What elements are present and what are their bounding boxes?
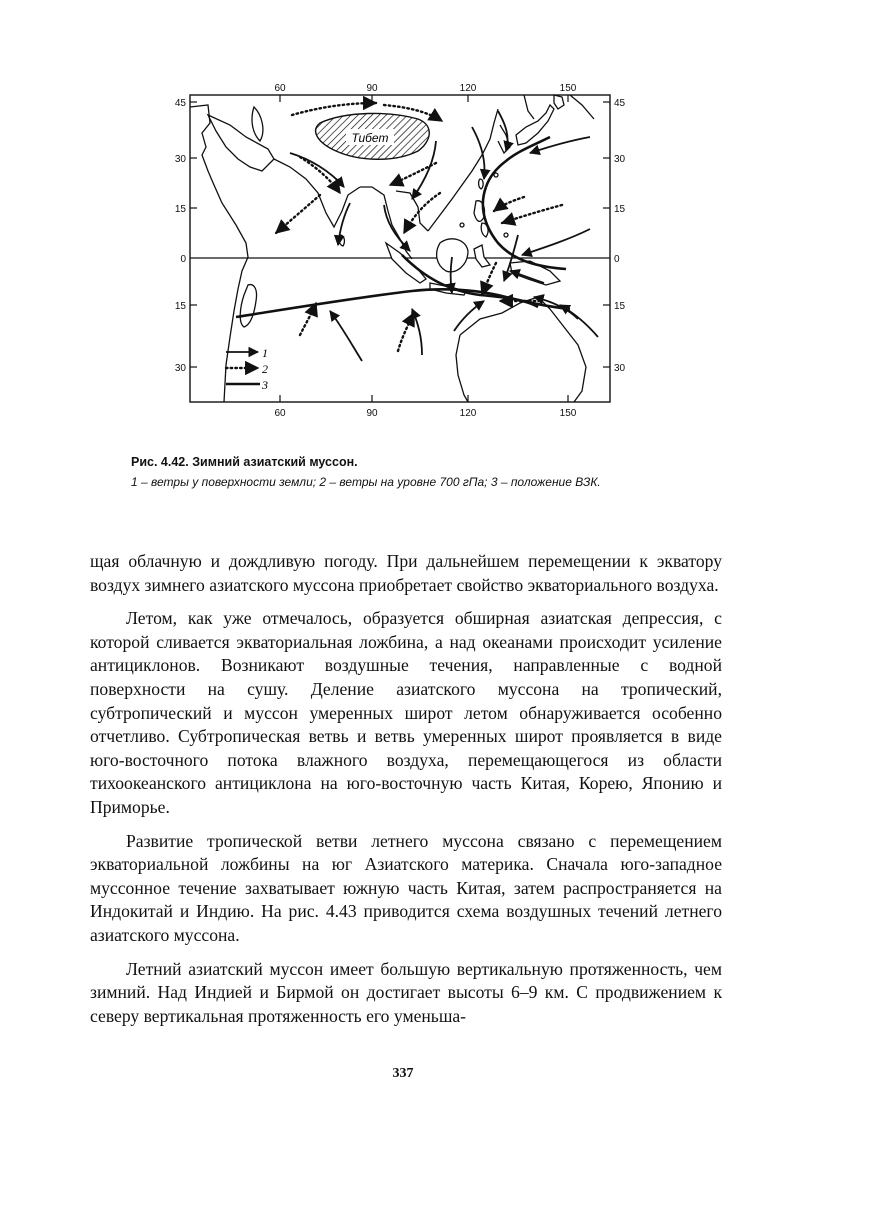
monsoon-map-figure [150,75,640,425]
left-tick-30: 30 [174,154,186,165]
left-tick-minus15: 15 [174,301,186,312]
top-tick-120: 120 [459,83,477,94]
left-tick-45: 45 [174,98,186,109]
caption-legend: 1 – ветры у поверхности земли; 2 – ветры на уровне 700 гПа; 3 – положение ВЗК. [131,475,601,489]
right-tick-45: 45 [614,98,626,109]
bottom-tick-labels [274,408,576,419]
right-tick-0: 0 [614,254,620,265]
left-tick-minus30: 30 [174,363,186,374]
paragraph-3: Развитие тропической ветви летнего муссона связано с перемещением экваториальной ложбины на юг Азиатского материка. Сначала юго-западное муссонное течение захватывает южную часть Китая, затем распространяется на Индокитай и Индию. На рис. 4.43 приводится схема воздушных течений летнего азиатского муссона. [90,830,722,945]
figure-caption [131,452,771,492]
right-tick-30: 30 [614,154,626,165]
page-number: 337 [392,1066,414,1081]
caption-title: Зимний азиатский муссон. [192,455,358,469]
top-tick-90: 90 [366,83,378,94]
legend-number-3: 3 [262,378,268,392]
right-tick-minus30: 30 [614,363,626,374]
top-tick-60: 60 [274,83,286,94]
paragraph-4: Летний азиатский муссон имеет большую вертикальную протяженность, чем зимний. Над Индией и Бирмой он достигает высоты 6–9 км. С продвижением к северу вертикальная протяженность его уменьша- [90,958,722,1026]
right-tick-15: 15 [614,204,626,215]
right-tick-labels [614,98,626,374]
top-tick-labels [274,83,576,94]
bottom-tick-60: 60 [274,408,286,419]
tibet-label: Тибет [351,131,389,145]
paragraph-2: Летом, как уже отмечалось, образуется обширная азиатская депрессия, с которой сливается экваториальная ложбина, а над океанами происходит усиление антициклонов. Возникают воздушные течения, направленные с водной поверхности на сушу. Деление азиатского муссона на тропический, субтропический и муссон умеренных широт летом обнаруживается особенно отчетливо. Субтропическая ветвь и ветвь умеренных широт проявляется в виде юго-восточного потока влажного воздуха, перемещающегося из области тихоокеанского антициклона на юго-восточную часть Китая, Корею, Японию и Приморье. [90,608,722,817]
body-text [90,550,722,1038]
caption-label: Рис. 4.42. [131,455,189,469]
bottom-tick-120: 120 [459,408,477,419]
monsoon-map [150,75,640,425]
top-tick-150: 150 [559,83,577,94]
bottom-tick-90: 90 [366,408,378,419]
paragraph-1: щая облачную и дождливую погоду. При дальнейшем перемещении к экватору воздух зимнего азиатского муссона приобретает свойство экваториального воздуха. [90,551,722,595]
bottom-tick-150: 150 [559,408,577,419]
left-tick-15: 15 [174,204,186,215]
legend-number-2: 2 [262,362,268,376]
right-tick-minus15: 15 [614,301,626,312]
left-tick-labels [175,98,187,374]
left-tick-0: 0 [180,254,186,265]
legend-number-1: 1 [262,346,268,360]
